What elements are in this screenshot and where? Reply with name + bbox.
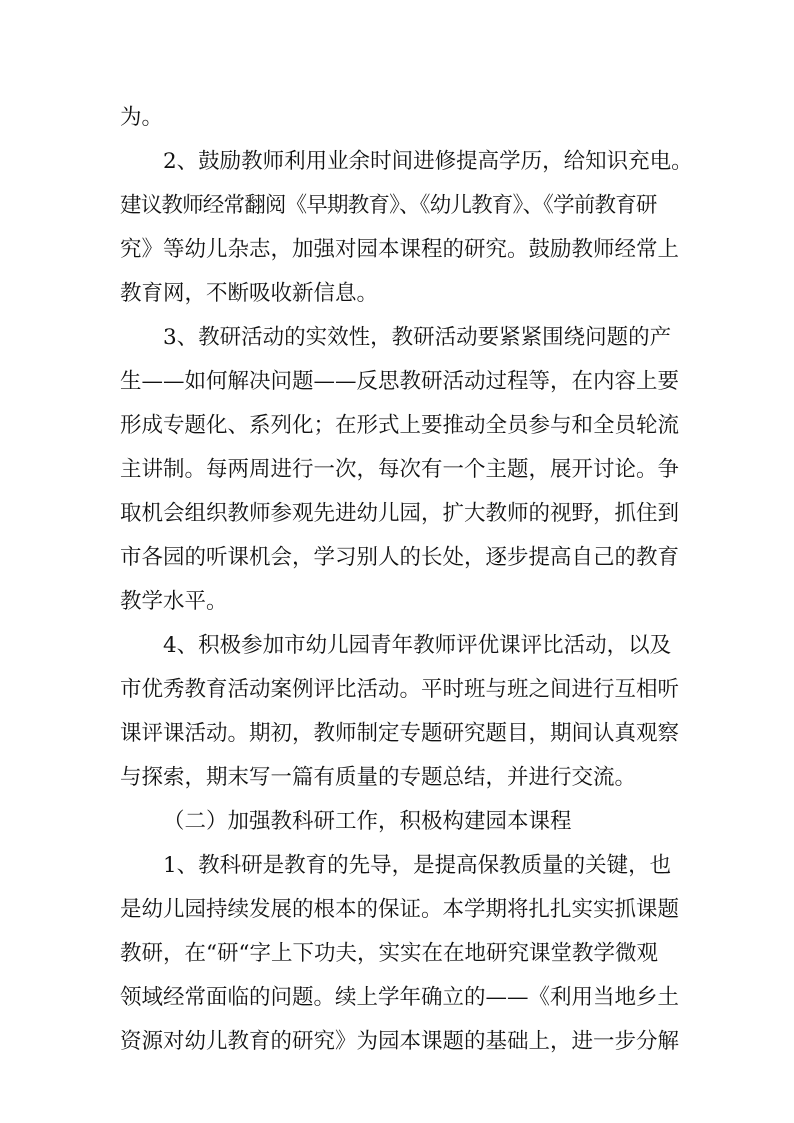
text-line: 教育网，不断吸收新信息。	[120, 281, 379, 306]
section-heading-text: （二）加强教科研工作，积极构建园本课程	[163, 809, 572, 834]
paragraph-item-2	[120, 140, 720, 316]
text-line: 主讲制。每两周进行一次，每次有一个主题，展开讨论。争	[120, 457, 680, 482]
section-heading	[120, 800, 720, 844]
text-line: 1、教科研是教育的先导，是提高保教质量的关键，也	[163, 853, 672, 878]
text-line: 领域经常面临的问题。续上学年确立的——《利用当地乡土	[120, 985, 680, 1010]
paragraph-section-2-item-1	[120, 844, 720, 1064]
text-line: 资源对幼儿教育的研究》为园本课题的基础上，进一步分解	[120, 1029, 680, 1054]
text-line: 4、积极参加市幼儿园青年教师评优课评比活动，以及	[163, 633, 672, 658]
text-line: 2、鼓励教师利用业余时间进修提高学历，给知识充电。	[163, 149, 693, 174]
text-line: 为。	[120, 105, 164, 130]
document-page	[120, 96, 720, 1064]
text-line: 建议教师经常翻阅《早期教育》、《幼儿教育》、《学前教育研	[120, 193, 657, 218]
text-line: 是幼儿园持续发展的根本的保证。本学期将扎扎实实抓课题	[120, 897, 680, 922]
text-line: 教研，在“研“字上下功夫，实实在在地研究课堂教学微观	[120, 941, 658, 966]
text-line: 与探索，期末写一篇有质量的专题总结，并进行交流。	[120, 765, 637, 790]
text-line: 取机会组织教师参观先进幼儿园，扩大教师的视野，抓住到	[120, 501, 680, 526]
text-line: 3、教研活动的实效性，教研活动要紧紧围绕问题的产	[163, 325, 672, 350]
paragraph-continuation	[120, 96, 720, 140]
text-line: 课评课活动。期初，教师制定专题研究题目，期间认真观察	[120, 721, 680, 746]
paragraph-item-4	[120, 624, 720, 800]
text-line: 教学水平。	[120, 589, 228, 614]
text-line: 形成专题化、系列化；在形式上要推动全员参与和全员轮流	[120, 413, 680, 438]
paragraph-item-3	[120, 316, 720, 624]
text-line: 市优秀教育活动案例评比活动。平时班与班之间进行互相听	[120, 677, 680, 702]
text-line: 生——如何解决问题——反思教研活动过程等，在内容上要	[120, 369, 680, 394]
text-line: 究》等幼儿杂志，加强对园本课程的研究。鼓励教师经常上	[120, 237, 680, 262]
text-line: 市各园的听课机会，学习别人的长处，逐步提高自己的教育	[120, 545, 680, 570]
